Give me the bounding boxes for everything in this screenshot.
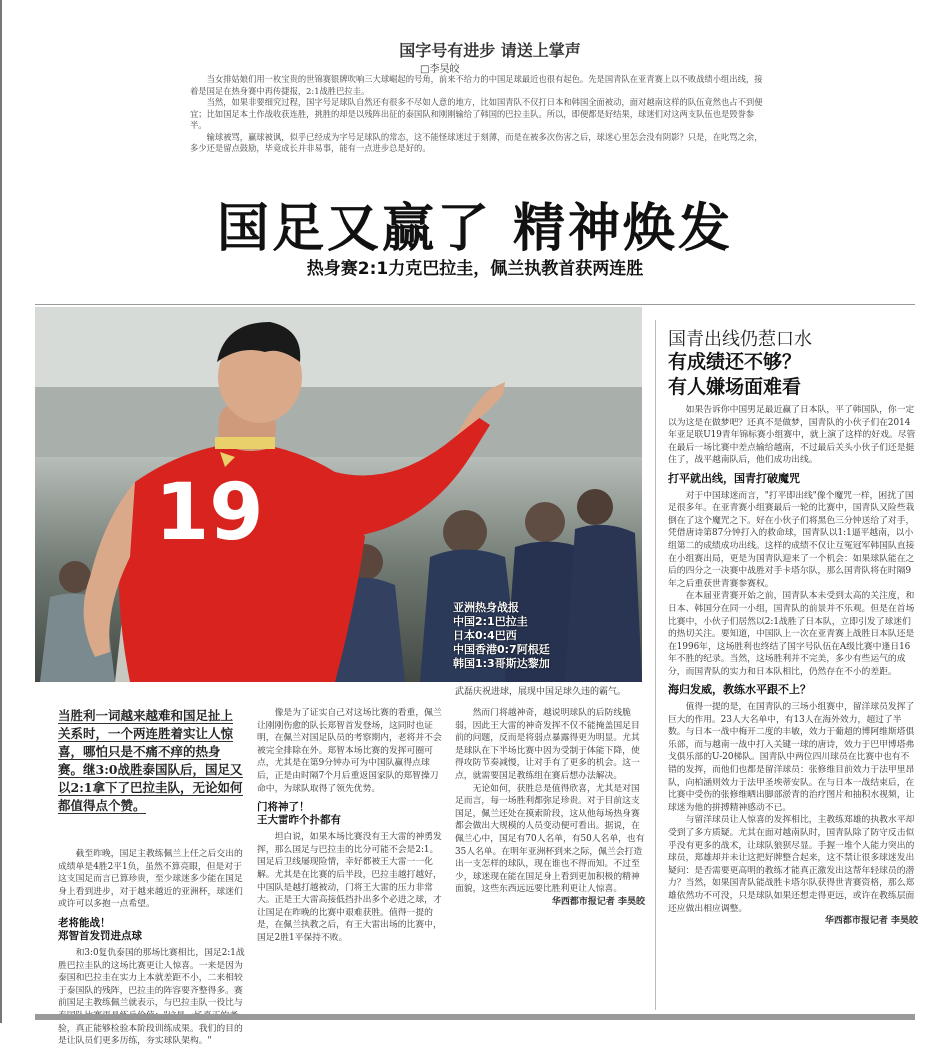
top-story-paragraph: 当女排姑娘们用一枚宝贵的世锦赛银牌吹响三大球崛起的号角，前来不给力的中国足球最近也很有起色。先是国青队在亚青赛上以不败战绩小组出线，接着是国足在热身赛中再传捷报，2:1战胜巴拉圭。 (190, 74, 763, 96)
headline-divider (35, 304, 915, 305)
sidebar-paragraph: 如果告诉你中国男足最近赢了日本队，平了韩国队，你一定以为这是在做梦吧？还真不是做梦，国青队的小伙子们在2014年亚足联U19青年锦标赛小组赛中，就上演了这样的好戏。尽管在最后一场比赛中差点输给越南，不过最后关头小伙子们还是挺住了，战平越南队后，他们成功出线。 (668, 405, 916, 466)
sidebar-subhead: 打平就出线，国青打破魔咒 (668, 471, 800, 485)
jersey-number: 19 (155, 468, 264, 558)
main-paragraph: 无论如何，获胜总是值得欣喜，尤其是对国足而言，每一场胜利都弥足珍贵。对于目前这支国足，佩兰还处在摸索阶段，这从他每场热身赛都会做出大规模的人员变动便可看出。据说，在佩兰心中，国足有70人名单，有50人名单，也有35人名单。在明年亚洲杯到来之际，佩兰会打造出一支怎样的球队，现在谁也不得而知。不过至少，球迷现在能在国足身上看到更加积极的精神面貌，这些东西远远要比胜利更让人惊喜。 (455, 783, 645, 895)
column-divider (655, 320, 656, 1010)
result-line: 中国2:1巴拉圭 (453, 615, 528, 628)
sidebar-subhead: 海归发威，教练水平跟不上？ (668, 683, 811, 697)
result-line: 韩国1:3哥斯达黎加 (453, 657, 550, 670)
main-subhead-line: 老将能战！ (58, 916, 111, 929)
top-story-paragraph: 当然，如果非要细究过程，国字号足球队自然还有很多不尽如人意的地方，比如国青队不仅打日本和韩国全面被动，面对越南这样的队伍竟然也占不到便宜；比如国足本土作战收获连胜，挑胜的却是以残阵出征的泰国队和刚刚输给了韩国的巴拉圭队。所以，即便都是好结果，球迷们对这两支队伍也是毁誉参半。 (190, 97, 763, 130)
main-paragraph: 坦白说，如果本场比赛没有王大雷的神勇发挥，那么国足与巴拉圭的比分可能不会是2:1。国足后卫线屡现险情，幸好都被王大雷一一化解。尤其是在比赛的后半段，巴拉圭越打越好，中国队是越打越被动，门将王大雷的压力非常大。正是王大雷高接低挡扑出多个必进之球，才让国足在昨晚的比赛中艰难获胜。值得一提的是，在佩兰执教之后，有王大雷出场的比赛中，国足2胜1平保持不败。 (257, 832, 442, 943)
sidebar-paragraph: 在本届亚青赛开始之前，国青队本未受到太高的关注度，和日本、韩国分在同一小组，国青队的前景并不乐观。但是在首场比赛中，小伙子们居然以2:1战胜了日本队，立即引发了球迷们的热切关注。要知道，中国队上一次在亚青赛上战胜日本队还是在1996年，这场胜利也终结了国字号队伍在A级比赛中逢日16年不胜的纪录。当然，这场胜利并不完美，多少有些运气的成分，而国青队的实力和日本队相比，仍然存在不小的差距。 (668, 591, 915, 677)
result-line: 中国香港0:7阿根廷 (453, 643, 550, 656)
main-paragraph: 像是为了证实自己对这场比赛的看重，佩兰让刚刚伤愈的队长郑智首发登场，这同时也证明，在佩兰对国足队员的考察期内，老将并不会被完全排除在外。郑智本场比赛的发挥可圈可点，尤其是在第9分钟办可为中国队赢得点球后，正是由时隔7个月后重返国家队的郑智操刀命中，为球队取得了领先优势。 (257, 708, 442, 794)
results-title: 亚洲热身战报 (453, 601, 519, 614)
sidebar-title-line: 有成绩还不够？ (668, 351, 802, 373)
sidebar-kicker: 国青出线仍惹口水 (668, 329, 812, 350)
pull-quote (58, 707, 243, 815)
main-subhead-line: 郑智首发罚进点球 (58, 929, 142, 942)
sidebar-paragraph: 对于中国球迷而言，"打平即出线"像个魔咒一样，困扰了国足很多年。在亚青赛小组赛最后一轮的比赛中，国青队又险些栽倒在了这个魔咒之下。好在小伙子们将黑色三分钟送给了对手，凭借唐诗第87分钟打入的救命球，国青队以1:1逼平越南，以小组第二的成绩成功出线。这样的成绩不仅让互冤冠军韩国队直接在小组赛出局，更是为国青队迎来了一个机会：如果球队能在之后的四分之一决赛中战胜对手卡塔尔队，那么国青队将在时隔9年之后重获世青赛参赛权。 (668, 490, 915, 589)
sidebar-paragraph: 值得一提的是，在国青队的三场小组赛中，留洋球员发挥了巨大的作用。23人大名单中，有13人在海外效力，超过了半数。与日本一战中梅开二度的丰敏，效力于葡超的博阿维斯塔俱乐部，而与越南一战中打入关键一球的唐诗，效力于巴甲博塔弗戈俱乐部的U-20梯队。国青队中两位四川球员在比赛中也有不错的发挥，而他们也都是留洋球员：张修维目前效力于法甲里昂队，向柏涵则效力于法甲圣埃蒂安队。在与日本一战结束后，在比赛中受伤的张修维晒出脚部淤青的治疗图片和抽积水视频，让球迷为他的拼搏精神感动不已。 (668, 702, 915, 813)
main-subhead (58, 917, 248, 943)
main-subhead (257, 801, 447, 827)
pull-quote-text: 当胜利一词越来越难和国足扯上关系时，一个两连胜着实让人惊喜，哪怕只是不痛不痒的热身赛。继3:0战胜泰国队后，国足又以2:1拿下了巴拉圭队，无论如何都值得点个赞。 (58, 708, 243, 813)
main-headline: 国足又赢了 精神焕发 (216, 199, 734, 259)
main-subheadline: 热身赛2:1力克巴拉圭，佩兰执教首获两连胜 (306, 259, 644, 279)
left-border (0, 0, 2, 1023)
main-column-3 (455, 707, 645, 909)
top-story-body (190, 74, 770, 155)
main-subhead-line: 门将神了！ (257, 801, 310, 814)
main-column-2 (257, 707, 447, 945)
sidebar-title-line: 有人嫌场面难看 (668, 376, 802, 398)
sidebar-reporter: 华西都市报记者 李昊皎 (824, 916, 918, 927)
main-paragraph: 然而门将越神奇，越说明球队的后防线脆弱，因此王大雷的神奇发挥不仅不能掩盖国足目前的问题，反而是将弱点暴露得更为明显。尤其是球队在下半场比赛中因为受制于体能下降，使得攻防节奏减慢，让对手有了更多的机会。这一点，就需要国足教练组在赛后想办法解决。 (455, 708, 640, 781)
results-box (453, 601, 593, 671)
top-story-byline: □李昊皎 (420, 64, 460, 75)
sidebar-title (668, 350, 918, 400)
main-reporter: 华西都市报记者 李昊皎 (551, 896, 645, 907)
top-story-paragraph: 输球被骂，赢球被讽，似乎已经成为字号足球队的常态，这不能怪球迷过于刻薄，而是在被多次伤害之后，球迷心里怎会没有阴影？只是，在叱骂之余，多少还是留点鼓励，毕竟成长并非易事，能有一点进步总是好的。 (190, 131, 763, 153)
photo-caption: 武磊庆祝进球，展现中国足球久违的霸气。 (455, 687, 627, 697)
sidebar-body (668, 404, 918, 928)
bottom-border (35, 1014, 915, 1020)
main-paragraph: 截至昨晚，国足主教练佩兰上任之后交出的成绩单是4胜2平1负，虽然不算亮眼，但是对于这支国足而言已算珍贵，至少球迷多少能在国足身上看到进步，对于越来越近的亚洲杯，球迷们或许可以多抱一点希望。 (58, 849, 243, 910)
top-story-title: 国字号有进步 请送上掌声 (399, 41, 581, 60)
main-subhead-line: 王大雷昨个扑都有 (257, 814, 341, 827)
sidebar-paragraph: 与留洋球员让人惊喜的发挥相比，主教练郑雄的执教水平却受到了多方质疑。尤其在面对越南队时，国青队除了防守反击似乎没有更多的战术，让球队狼狈尽显。手握一堆个人能力突出的球员，郑雄却并未让这把好牌整合起来，这不禁让很多球迷发出疑问：是否需要更高明的教练才能真正激发出这帮年轻球员的潜力？当然，如果国青队能战胜卡塔尔队获得世青赛资格，那么郑雄依然功不可没，只是球队如果还想走得更远，或许在教练层面还应做出相应调整。 (668, 815, 915, 914)
main-paragraph: 和3:0复仇泰国的那场比赛相比，国足2:1战胜巴拉圭队的这场比赛更让人惊喜。一来是因为泰国和巴拉圭在实力上本就差距不小，二来相较于泰国队的残阵，巴拉圭的阵容要齐整得多。赛前国足主教练佩兰就表示，与巴拉圭队一役比与 验，真正能够检验本阶段训练成果。我们的目的是让队员们更多历练，夯实球队架构。" (58, 947, 245, 1047)
result-line: 日本0:4巴西 (453, 629, 517, 642)
